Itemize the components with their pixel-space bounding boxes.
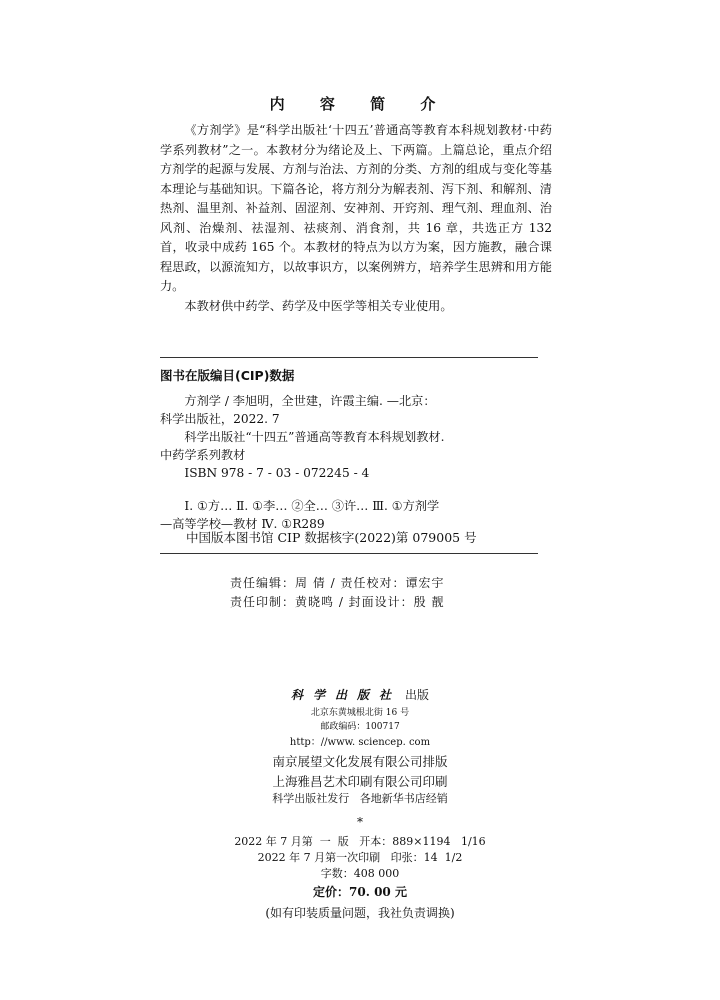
publisher-suffix: 出版 bbox=[405, 688, 430, 702]
cip-bottom-rule bbox=[160, 553, 538, 554]
staff-line-editors: 责任编辑：周 倩 / 责任校对：谭宏宇 bbox=[230, 576, 445, 590]
publisher-name: 科学出版社 bbox=[290, 688, 401, 702]
cip-subseries-line: 中药学系列教材 bbox=[160, 448, 246, 462]
distribution-line: 科学出版社发行 各地新华书店经销 bbox=[272, 792, 448, 805]
page-title: 内 容 简 介 bbox=[269, 95, 451, 113]
publisher-line bbox=[0, 686, 720, 703]
publisher-website: http：//www. sciencep. com bbox=[289, 737, 431, 748]
cip-top-rule bbox=[160, 357, 538, 358]
cip-publisher-line: 科学出版社，2022. 7 bbox=[160, 412, 280, 426]
cip-heading: 图书在版编目(CIP)数据 bbox=[160, 368, 295, 383]
cip-record bbox=[160, 392, 552, 533]
cip-verification-number: 中国版本图书馆 CIP 数据核字(2022)第 079005 号 bbox=[186, 530, 477, 545]
staff-line-production: 责任印制：黄晓鸣 / 封面设计：殷 靓 bbox=[230, 595, 445, 609]
printing-line: 2022 年 7 月第一次印刷 印张：14 1/2 bbox=[257, 851, 463, 864]
cip-title-line: 方剂学 / 李旭明，全世建，许霞主编. —北京： bbox=[184, 394, 436, 408]
edition-line: 2022 年 7 月第 一 版 开本：889×1194 1/16 bbox=[234, 835, 486, 848]
typesetter-line: 南京展望文化发展有限公司排版 bbox=[272, 754, 448, 769]
price: 定价：70. 00 元 bbox=[313, 885, 407, 899]
cip-subject-line: Ⅰ. ①方… Ⅱ. ①李… ②全… ③许… Ⅲ. ①方剂学 bbox=[184, 499, 440, 513]
quality-notice: (如有印装质量问题，我社负责调换) bbox=[265, 906, 455, 920]
publisher-postcode: 邮政编码：100717 bbox=[320, 722, 400, 732]
intro-text bbox=[160, 121, 552, 316]
printer-line: 上海雅昌艺术印刷有限公司印刷 bbox=[272, 774, 448, 789]
intro-paragraph: 本教材供中药学、药学及中医学等相关专业使用。 bbox=[184, 298, 453, 313]
cip-classification-line: —高等学校—教材 Ⅳ. ①R289 bbox=[160, 517, 325, 531]
staff-credits bbox=[230, 574, 445, 612]
separator-star: * bbox=[357, 815, 363, 829]
cip-isbn: ISBN 978 - 7 - 03 - 072245 - 4 bbox=[184, 466, 370, 480]
word-count: 字数：408 000 bbox=[320, 867, 400, 880]
publisher-address: 北京东黄城根北街 16 号 bbox=[310, 708, 410, 718]
intro-paragraph: 《方剂学》是“科学出版社‘十四五’普通高等教育本科规划教材·中药学系列教材”之一。本教材分为绪论及上、下两篇。上篇总论，重点介绍方剂学的起源与发展、方剂与治法、方剂的分类、方剂的组成与变化等基本理论与基础知识。下篇各论，将方剂分为解表剂、泻下剂、和解剂、清热剂、温里剂、补益剂、固涩剂、安神剂、开窍剂、理气剂、理血剂、治风剂、治燥剂、祛湿剂、祛痰剂、消食剂，共 16 章，共选正方 132 首，收录中成药 165 个。本教材的特点为以方为案，因方施教，融合课程思政，以源流知方，以故事识方，以案例辨方，培养学生思辨和用方能力。 bbox=[160, 123, 552, 293]
cip-series-line: 科学出版社“十四五”普通高等教育本科规划教材. bbox=[184, 430, 445, 444]
